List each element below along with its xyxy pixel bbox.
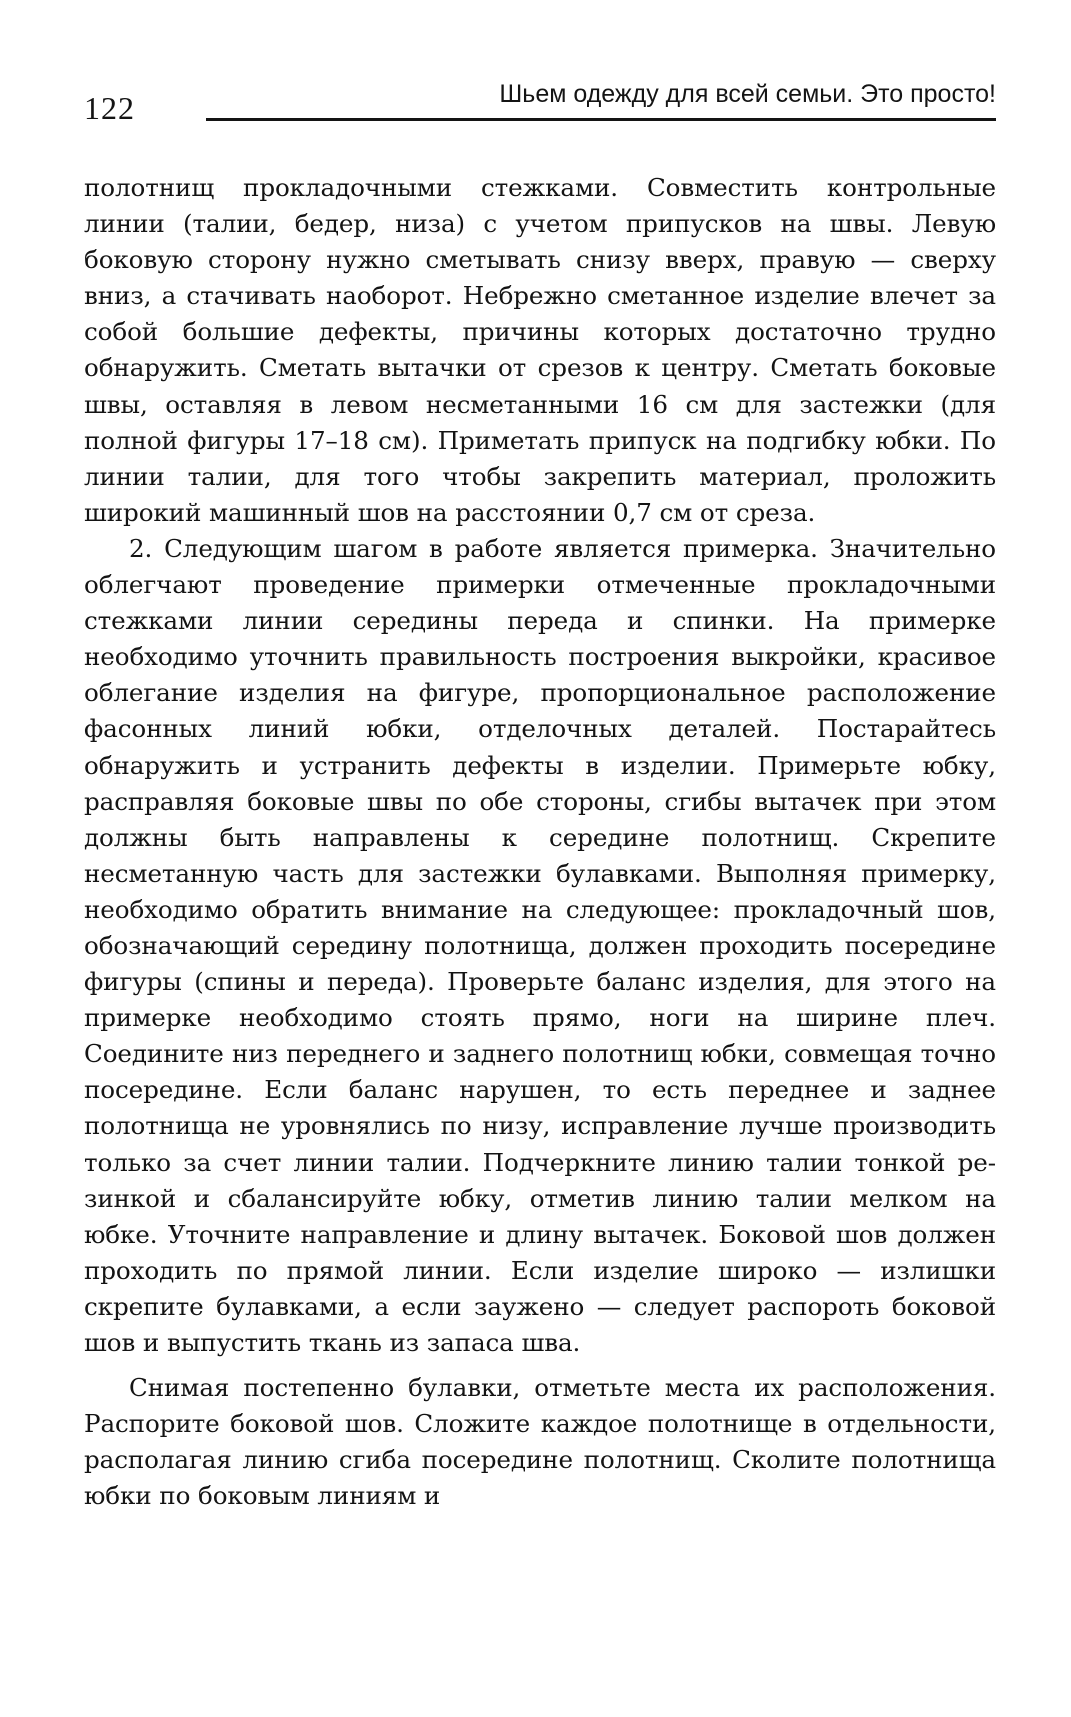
running-title: Шьем одежду для всей семьи. Это просто!: [499, 80, 996, 108]
page-number: 122: [84, 90, 135, 126]
book-page: [84, 70, 996, 1514]
paragraph-step-2: 2. Следующим шагом в работе является примерка. Значительно облегчают проведение примерки отмеченные прокладочными стежками линии середины переда и спинки. На примерке необходимо уточнить правильность построения выкройки, красивое облегание изделия на фигуре, пропорциональное расположение фасонных линий юбки, отделочных деталей. Постарайтесь обнаружить и устранить дефекты в изделии. Примерьте юбку, расправляя боковые швы по обе стороны, сгибы вытачек при этом должны быть направлены к середине полотнищ. Скрепите несметанную часть для застежки булавками. Выполняя примерку, необходимо обратить внимание на следующее: прокладочный шов, обозначающий середину полотнища, должен проходить посередине фигуры (спины и переда). Проверьте баланс изделия, для этого на примерке необходимо стоять прямо, ноги на ширине плеч. Соедините низ переднего и заднего полотнищ юбки, совмещая точно посередине. Если баланс нарушен, то есть переднее и заднее полотнища не уровнялись по низу, исправление лучше производить только за счет линии талии. Подчеркните линию талии тонкой резинкой и сбалансируйте юбку, отметив линию талии мелком на юбке. Уточните направление и длину вытачек. Боковой шов должен проходить по прямой линии. Если изделие широко — излишки скрепите булавками, а если заужено — следует распороть боковой шов и выпустить ткань из запаса шва.: [84, 533, 996, 1357]
page-header: [84, 70, 996, 128]
header-rule: [206, 118, 996, 121]
body-text: [84, 170, 996, 1514]
paragraph-removing-pins: Снимая постепенно булавки, отметьте места их расположения. Распорите боковой шов. Сложите каждое полотнище в отдельности, располагая линию сгиба посередине полотнищ. Сколите полотнища юбки по боковым линиям и: [84, 1373, 996, 1511]
paragraph-continued: полотнищ прокладочными стежками. Совместить контрольные линии (талии, бедер, низа) с учетом припусков на швы. Левую боковую сторону нужно сметывать снизу вверх, правую — сверху вниз, а стачивать наоборот. Небрежно сметанное изделие влечет за собой большие дефекты, причины которых достаточно трудно обнаружить. Сметать вытачки от срезов к центру. Сметать боковые швы, оставляя в левом несметанными 16 см для застежки (для полной фигуры 17–18 см). Приметать припуск на подгибку юбки. По линии талии, для того чтобы закрепить материал, проложить широкий машинный шов на расстоянии 0,7 см от среза.: [84, 173, 996, 527]
